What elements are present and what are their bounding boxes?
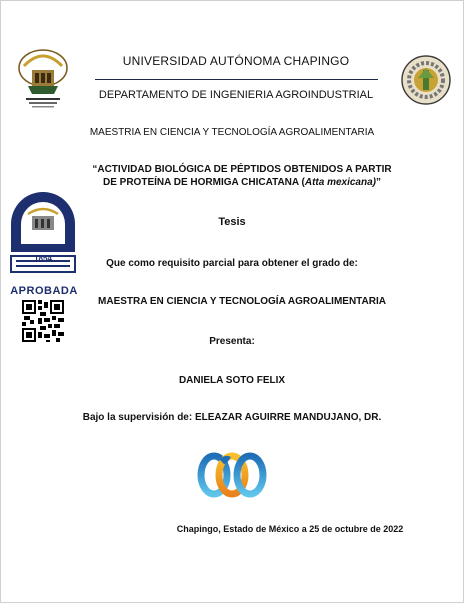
department-name: DEPARTAMENTO DE INGENIERIA AGROINDUSTRIAL	[98, 89, 374, 101]
thesis-title-line2-prefix: DE PROTEÍNA DE HORMIGA CHICATANA (	[103, 177, 305, 188]
seal-year: 1854	[34, 254, 52, 263]
thesis-title	[60, 163, 424, 189]
university-crest-icon	[14, 46, 72, 112]
place-and-date: Chapingo, Estado de México a 25 de octubre de 2022	[176, 524, 404, 534]
presenta-label: Presenta:	[209, 336, 255, 347]
header-divider	[95, 79, 378, 80]
approved-label: APROBADA	[10, 285, 78, 297]
thesis-title-line1: “ACTIVIDAD BIOLÓGICA DE PÉPTIDOS OBTENIDOS A PARTIR	[92, 164, 392, 175]
university-name: UNIVERSIDAD AUTÓNOMA CHAPINGO	[122, 54, 350, 68]
engineering-gear-icon	[400, 54, 452, 106]
thesis-title-line2	[60, 176, 424, 189]
document-type: Tesis	[218, 216, 246, 228]
requisite-statement: Que como requisito parcial para obtener el grado de:	[106, 258, 358, 269]
program-name: MAESTRIA EN CIENCIA Y TECNOLOGÍA AGROALIMENTARIA	[89, 127, 375, 138]
supervisor-line: Bajo la supervisión de: ELEAZAR AGUIRRE MANDUJANO, DR.	[82, 412, 382, 423]
degree-name: MAESTRA EN CIENCIA Y TECNOLOGÍA AGROALIMENTARIA	[98, 296, 386, 307]
author-name: DANIELA SOTO FELIX	[178, 375, 286, 386]
thesis-title-line2-suffix: ”	[376, 177, 381, 188]
species-name: Atta mexicana)	[304, 177, 376, 188]
interlocking-rings-logo-icon	[196, 450, 268, 500]
